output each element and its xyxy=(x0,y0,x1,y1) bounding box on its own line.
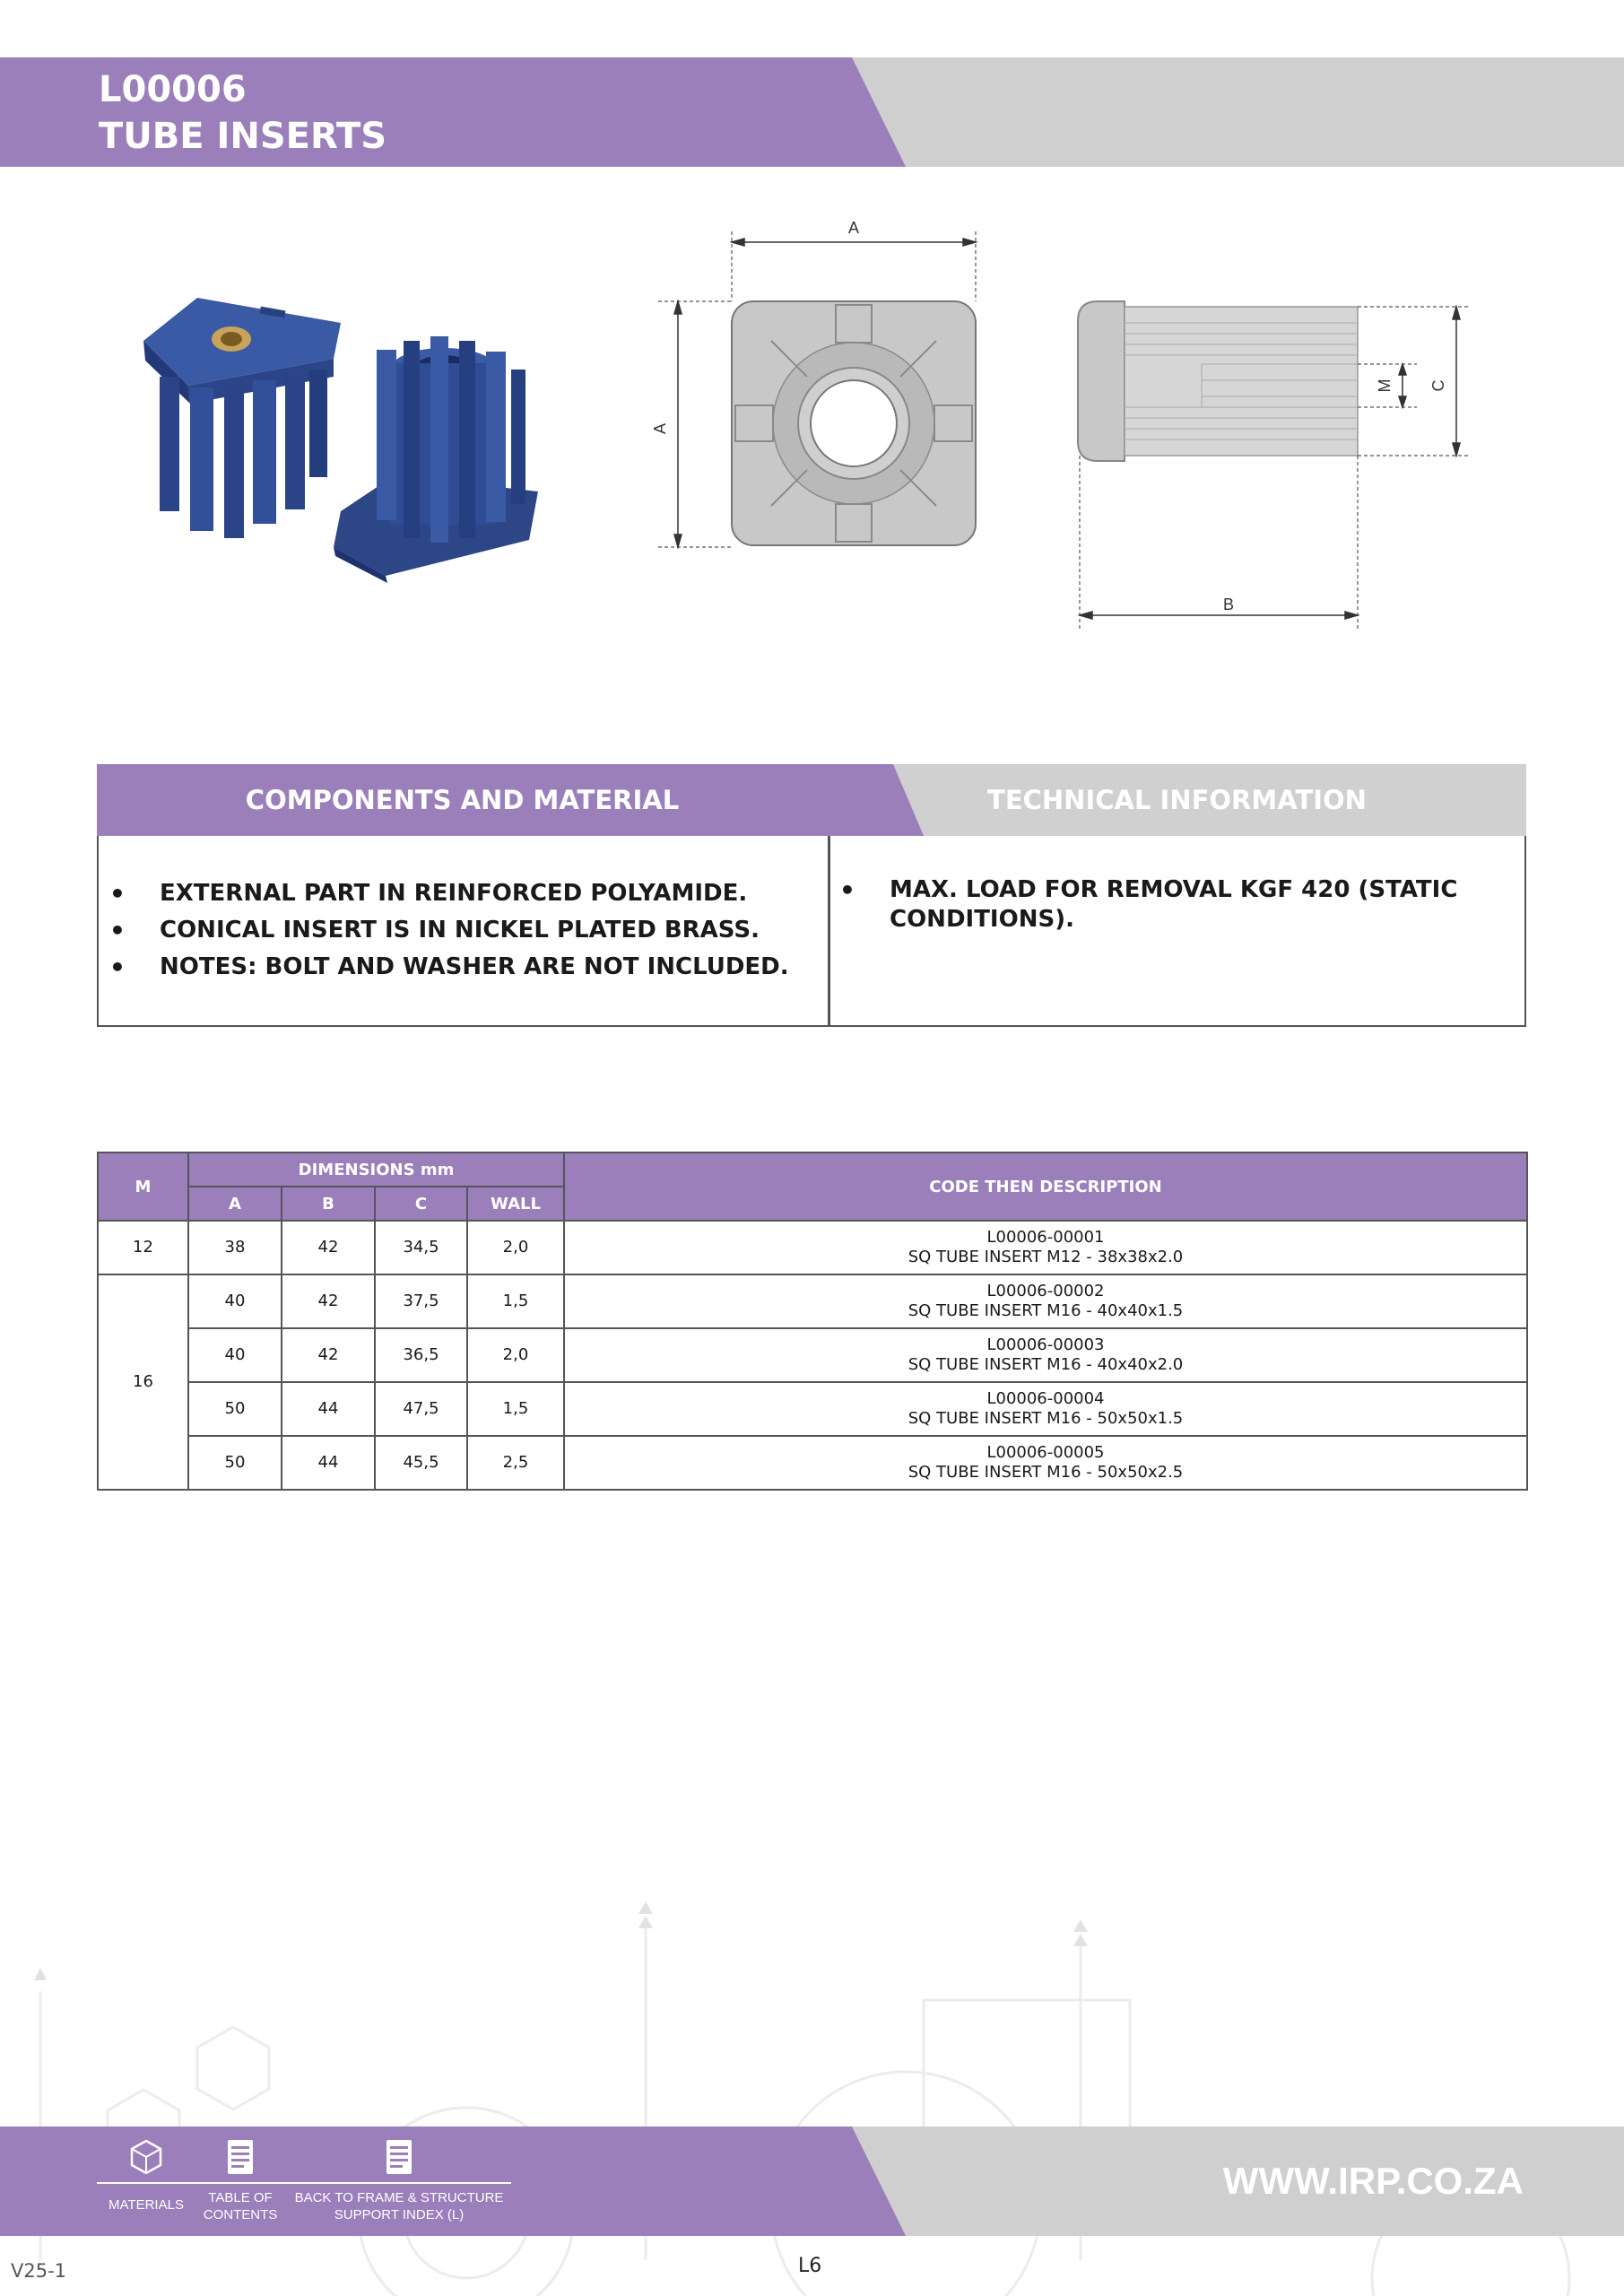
code-cell xyxy=(564,1274,1527,1328)
materials-link[interactable] xyxy=(97,2126,195,2213)
product-description: SQ TUBE INSERT M16 - 50x50x2.5 xyxy=(908,1463,1184,1482)
website-link[interactable]: WWW.IRP.CO.ZA xyxy=(1222,2160,1524,2202)
insert-with-cap-top xyxy=(143,298,341,538)
a-cell: 40 xyxy=(188,1274,282,1328)
cube-icon xyxy=(128,2137,164,2177)
table-row xyxy=(98,1436,1527,1490)
col-wall-header: WALL xyxy=(467,1187,564,1221)
info-panel xyxy=(97,764,1526,1027)
info-divider xyxy=(828,836,830,1027)
a-cell: 50 xyxy=(188,1436,282,1490)
dim-b-label: B xyxy=(1222,596,1235,613)
front-view-drawing xyxy=(646,215,986,565)
technical-heading: TECHNICAL INFORMATION xyxy=(987,785,1367,815)
m-cell: 16 xyxy=(98,1274,188,1490)
a-cell: 38 xyxy=(188,1221,282,1274)
product-code: L00006-00003 xyxy=(986,1335,1105,1354)
wall-cell: 2,0 xyxy=(467,1328,564,1382)
version-label: V25-1 xyxy=(11,2260,67,2282)
product-code: L00006 xyxy=(99,69,247,110)
product-code: L00006-00005 xyxy=(986,1443,1105,1462)
back-to-index-link[interactable] xyxy=(287,2126,511,2223)
product-photo xyxy=(135,287,547,583)
col-dimensions-header: DIMENSIONS mm xyxy=(188,1152,564,1187)
materials-label: MATERIALS xyxy=(109,2197,184,2213)
m-cell: 12 xyxy=(98,1221,188,1274)
footer-divider xyxy=(97,2182,511,2184)
code-cell xyxy=(564,1382,1527,1436)
col-c-header: C xyxy=(375,1187,467,1221)
b-cell: 44 xyxy=(282,1436,375,1490)
b-cell: 42 xyxy=(282,1328,375,1382)
dim-a-side-label: A xyxy=(651,422,669,435)
document-icon xyxy=(381,2137,417,2177)
b-cell: 44 xyxy=(282,1382,375,1436)
col-b-header: B xyxy=(282,1187,375,1221)
technical-list xyxy=(839,875,1485,935)
list-item: • MAX. LOAD FOR REMOVAL KGF 420 (STATIC CONDITIONS). xyxy=(839,875,1485,935)
product-description: SQ TUBE INSERT M12 - 38x38x2.0 xyxy=(908,1248,1184,1266)
table-row xyxy=(98,1274,1527,1328)
list-item: • EXTERNAL PART IN REINFORCED POLYAMIDE. xyxy=(109,875,818,912)
a-cell: 40 xyxy=(188,1328,282,1382)
toc-label-line1: TABLE OF xyxy=(208,2190,273,2205)
table-row xyxy=(98,1328,1527,1382)
product-description: SQ TUBE INSERT M16 - 40x40x1.5 xyxy=(908,1301,1184,1320)
product-code: L00006-00002 xyxy=(986,1282,1105,1300)
header-band xyxy=(0,57,1624,167)
wall-cell: 2,0 xyxy=(467,1221,564,1274)
back-label-line2: SUPPORT INDEX (L) xyxy=(334,2207,465,2222)
side-view-drawing xyxy=(1076,287,1507,646)
page-number: L6 xyxy=(798,2255,822,2277)
table-row xyxy=(98,1382,1527,1436)
product-code: L00006-00004 xyxy=(986,1389,1105,1408)
table-of-contents-link[interactable] xyxy=(194,2126,287,2223)
c-cell: 47,5 xyxy=(375,1382,467,1436)
code-cell xyxy=(564,1221,1527,1274)
dim-m-label: M xyxy=(1376,378,1394,393)
document-icon xyxy=(222,2137,258,2177)
product-description: SQ TUBE INSERT M16 - 50x50x1.5 xyxy=(908,1409,1184,1428)
code-cell xyxy=(564,1436,1527,1490)
col-code-header: CODE THEN DESCRIPTION xyxy=(564,1152,1527,1221)
product-code: L00006-00001 xyxy=(986,1228,1105,1247)
back-label-line1: BACK TO FRAME & STRUCTURE xyxy=(294,2190,504,2205)
list-item: • CONICAL INSERT IS IN NICKEL PLATED BRASS. xyxy=(109,912,818,949)
wall-cell: 1,5 xyxy=(467,1274,564,1328)
toc-label-line2: CONTENTS xyxy=(203,2207,278,2222)
col-a-header: A xyxy=(188,1187,282,1221)
toc-label xyxy=(194,2189,287,2223)
code-cell xyxy=(564,1328,1527,1382)
dimensions-table xyxy=(97,1152,1528,1491)
a-cell: 50 xyxy=(188,1382,282,1436)
b-cell: 42 xyxy=(282,1221,375,1274)
b-cell: 42 xyxy=(282,1274,375,1328)
components-list xyxy=(109,875,818,986)
col-m-header: M xyxy=(98,1152,188,1221)
c-cell: 45,5 xyxy=(375,1436,467,1490)
info-header xyxy=(97,764,1526,836)
table-row xyxy=(98,1221,1527,1274)
insert-with-cap-bottom xyxy=(334,336,538,583)
back-label xyxy=(287,2189,511,2223)
page-title xyxy=(99,66,386,160)
c-cell: 34,5 xyxy=(375,1221,467,1274)
c-cell: 37,5 xyxy=(375,1274,467,1328)
product-title: TUBE INSERTS xyxy=(99,116,387,157)
product-description: SQ TUBE INSERT M16 - 40x40x2.0 xyxy=(908,1355,1184,1374)
c-cell: 36,5 xyxy=(375,1328,467,1382)
components-heading: COMPONENTS AND MATERIAL xyxy=(245,785,680,815)
wall-cell: 1,5 xyxy=(467,1382,564,1436)
list-item: • NOTES: BOLT AND WASHER ARE NOT INCLUDED. xyxy=(109,949,818,986)
wall-cell: 2,5 xyxy=(467,1436,564,1490)
dim-a-top-label: A xyxy=(847,219,860,237)
dim-c-label: C xyxy=(1429,379,1447,392)
